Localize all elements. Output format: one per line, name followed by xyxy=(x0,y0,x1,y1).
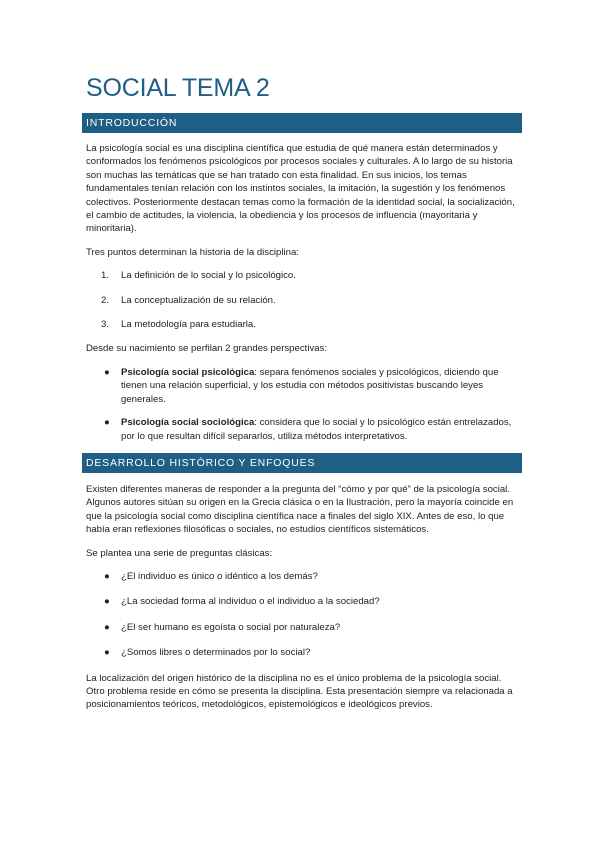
list-item xyxy=(101,269,518,282)
intro-paragraph: La psicología social es una disciplina científica que estudia de qué manera están determinados y conformados los fenómenos psicológicos por procesos sociales y culturales. A lo largo de su historia son muchas las temáticas que se han tratado con esta finalidad. En sus inicios, los temas fundamentales tenían relación con los instintos sociales, la imitación, la sugestión y los fenómenos colectivos. Posteriormente destacan temas como la formación de la identidad social, la socialización, el cambio de actitudes, la violencia, la obediencia y los procesos de influencia (mayoritaria y minoritaria). xyxy=(86,143,515,235)
perspective-text: : separa fenómenos sociales y psicológicos, diciendo que tienen una relación superficial, y los estudia con métodos positivistas buscando leyes generales. xyxy=(121,366,499,405)
question-text: ¿Somos libres o determinados por lo social? xyxy=(121,647,311,659)
list-item xyxy=(104,595,518,608)
list-item-text: La definición de lo social y lo psicológico. xyxy=(121,270,296,282)
list-item xyxy=(104,621,518,634)
list-item xyxy=(104,366,518,406)
page-title: SOCIAL TEMA 2 xyxy=(86,74,270,102)
perspective-term: Psicología social sociológica xyxy=(121,417,255,429)
list-number: 1. xyxy=(101,270,110,282)
list-number: 3. xyxy=(101,319,110,331)
question-text: ¿El individuo es único o idéntico a los demás? xyxy=(121,570,318,582)
perspective-term: Psicología social psicológica xyxy=(121,366,255,378)
section-heading-desarrollo: DESARROLLO HISTÓRICO Y ENFOQUES xyxy=(82,453,522,473)
history-paragraph: Existen diferentes maneras de responder a la pregunta del “cómo y por qué” de la psicología social. Algunos autores sitúan su origen en la Grecia clásica o en la Ilustración, pero la mayoría coincide en que la psicología social como disciplina científica nace a finales del siglo XIX. Antes de eso, lo que había eran reflexiones filosóficas o sociales, no estudios científicos sistemáticos. xyxy=(86,483,514,536)
list-item xyxy=(101,294,518,307)
bullet-icon: ● xyxy=(104,366,110,378)
list-item xyxy=(104,570,518,583)
list-item xyxy=(101,318,518,331)
list-item xyxy=(104,416,518,443)
question-text: ¿El ser humano es egoísta o social por naturaleza? xyxy=(121,621,341,633)
perspectives-list xyxy=(86,366,518,443)
perspectives-lead: Desde su nacimiento se perfilan 2 grandes perspectivas: xyxy=(86,343,328,355)
questions-list xyxy=(86,570,518,660)
list-item-text: La conceptualización de su relación. xyxy=(121,294,276,306)
question-text: ¿La sociedad forma al individuo o el individuo a la sociedad? xyxy=(121,596,380,608)
numbered-list xyxy=(86,269,518,331)
closing-paragraph: La localización del origen histórico de la disciplina no es el único problema de la psicología social. Otro problema reside en cómo se presenta la disciplina. Esta presentación siempre va relacionada a posicionamientos teóricos, metodológicos, epistemológicos e ideológicos previos. xyxy=(86,672,513,711)
intro-lead: Tres puntos determinan la historia de la disciplina: xyxy=(86,246,299,258)
bullet-icon: ● xyxy=(104,570,110,582)
list-item xyxy=(104,646,518,659)
section-heading-introduccion: INTRODUCCIÓN xyxy=(82,113,522,133)
bullet-icon: ● xyxy=(104,647,110,659)
perspective-text: : considera que lo social y lo psicológico están entrelazados, por lo que resultan difícil separarlos, utiliza métodos interpretativos. xyxy=(121,417,512,442)
questions-lead: Se plantea una serie de preguntas clásicas: xyxy=(86,547,273,559)
bullet-icon: ● xyxy=(104,596,110,608)
bullet-icon: ● xyxy=(104,417,110,429)
list-number: 2. xyxy=(101,294,110,306)
bullet-icon: ● xyxy=(104,621,110,633)
list-item-text: La metodología para estudiarla. xyxy=(121,319,256,331)
